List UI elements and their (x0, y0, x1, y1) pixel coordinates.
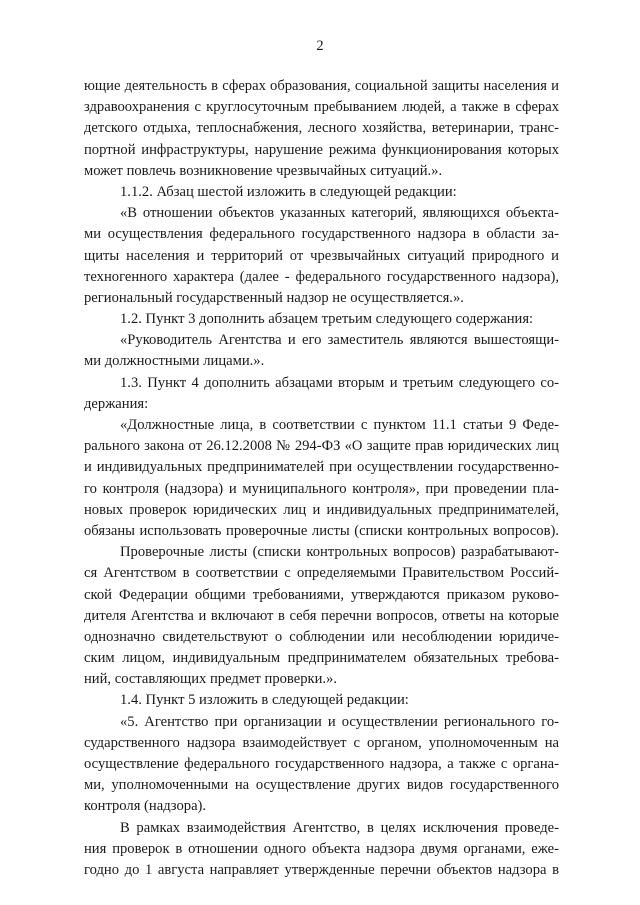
text-line: и индивидуальных предпринимателей при осуществлении государственно- (84, 459, 559, 476)
text-line: контроля (надзора). (84, 798, 207, 815)
text-line: ся Агентством в соответствии с определяемыми Правительством Россий- (84, 565, 559, 582)
text-line: «5. Агентство при организации и осуществлении регионального го- (120, 713, 559, 730)
text-line: рального закона от 26.12.2008 № 294-ФЗ «О защите прав юридических лиц (84, 438, 559, 455)
text-line: ми, уполномоченными на осуществление других видов государственного (84, 777, 559, 794)
text-line: новых проверок юридических лиц и индивидуальных предпринимателей, (84, 501, 559, 518)
text-line: В рамках взаимодействия Агентство, в целях исключения проведе- (120, 819, 559, 836)
text-line: ми должностными лицами.». (84, 353, 265, 370)
text-line: 1.2. Пункт 3 дополнить абзацем третьим следующего содержания: (120, 311, 534, 328)
text-line: детского отдыха, теплоснабжения, лесного хозяйства, ветеринарии, транс- (84, 120, 559, 137)
text-line: дителя Агентства и включают в себя перечни вопросов, ответы на которые (84, 607, 559, 624)
text-line: «Должностные лица, в соответствии с пунктом 11.1 статьи 9 Феде- (120, 417, 559, 433)
document-body (84, 76, 559, 881)
page-number: 2 (316, 38, 324, 54)
text-line: «Руководитель Агентства и его заместитель являются вышестоящи- (120, 332, 559, 349)
text-line: может повлечь возникновение чрезвычайных ситуаций.». (84, 162, 443, 179)
text-line: Проверочные листы (списки контрольных вопросов) разрабатывают- (120, 544, 559, 561)
text-line: однозначно свидетельствуют о соблюдении или несоблюдении юридиче- (84, 628, 559, 645)
text-line: го контроля (надзора) и муниципального контроля», при проведении пла- (84, 480, 559, 497)
text-line: 1.1.2. Абзац шестой изложить в следующей редакции: (120, 183, 457, 200)
text-line: ским лицом, индивидуальным предпринимателем обязательных требова- (84, 650, 559, 667)
text-line: ской Федерации общими требованиями, утверждаются приказом руково- (84, 586, 559, 603)
text-line: ния проверок в отношении одного объекта надзора двумя органами, еже- (84, 840, 559, 857)
text-line: щиты населения и территорий от чрезвычайных ситуаций природного и (84, 247, 559, 264)
text-line: «В отношении объектов указанных категорий, являющихся объекта- (120, 205, 559, 222)
text-line: ющие деятельность в сферах образования, социальной защиты населения и (84, 78, 559, 94)
text-line: обязаны использовать проверочные листы (списки контрольных вопросов). (84, 522, 559, 539)
text-line: сударственного надзора взаимодействует с органом, уполномоченным на (84, 734, 559, 751)
text-line: годно до 1 августа направляет утвержденные перечни объектов надзора в (84, 861, 559, 878)
text-line: 1.3. Пункт 4 дополнить абзацами вторым и третьим следующего со- (120, 374, 559, 391)
text-line: здравоохранения с круглосуточным пребыванием людей, а также в сферах (84, 99, 559, 116)
text-line: осуществление федерального государственного надзора, а также с органа- (84, 756, 559, 772)
text-line: портной инфраструктуры, нарушение режима функционирования которых (84, 141, 559, 158)
text-line: 1.4. Пункт 5 изложить в следующей редакции: (120, 692, 409, 709)
text-line: ний, составляющих предмет проверки.». (84, 671, 337, 688)
text-line: региональный государственный надзор не осуществляется.». (84, 289, 464, 306)
text-line: держания: (84, 395, 149, 412)
text-line: ми осуществления федерального государственного надзора в области за- (84, 226, 559, 243)
text-line: техногенного характера (далее - федерального государственного надзора), (84, 268, 559, 285)
